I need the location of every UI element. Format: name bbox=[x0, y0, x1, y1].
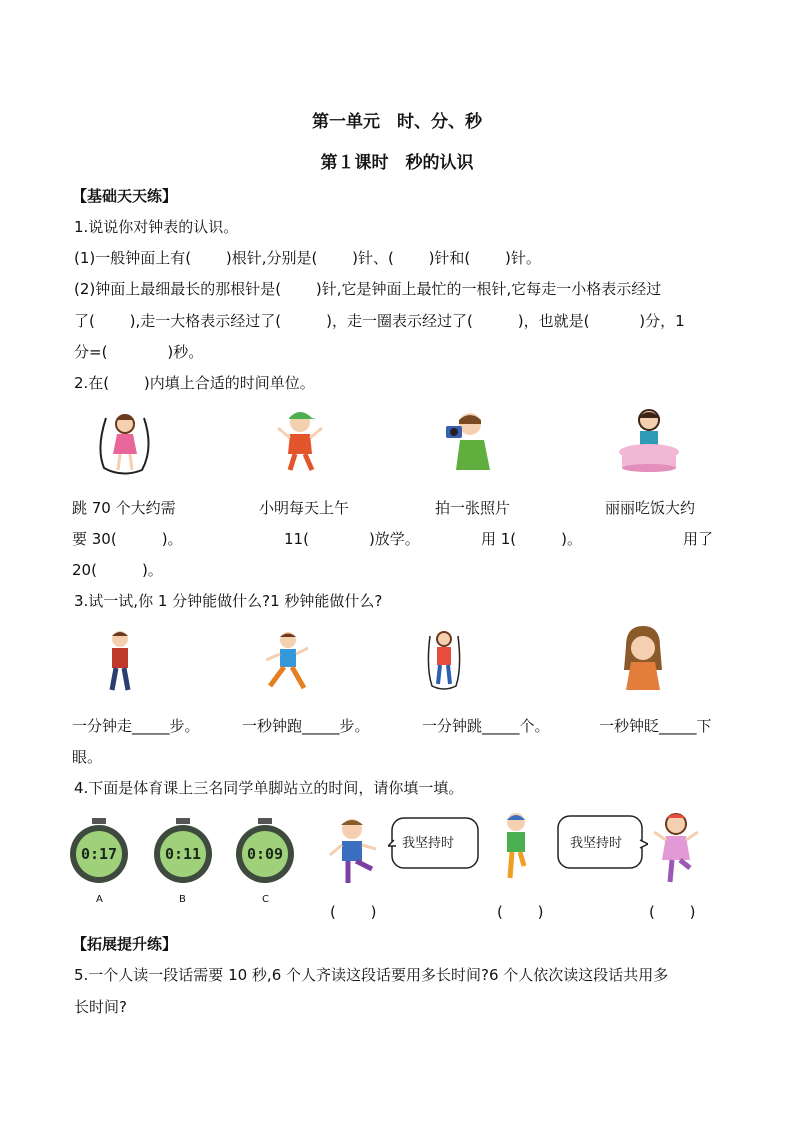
q3-item3: 一分钟跳_____个。 bbox=[422, 717, 550, 735]
q3-stem: 3.试一试,你 1 分钟能做什么?1 秒钟能做什么? bbox=[74, 592, 383, 610]
section-advanced-heading: 【拓展提升练】 bbox=[72, 935, 178, 953]
stopwatch-b-label: B bbox=[179, 894, 186, 905]
section-basic-heading: 【基础天天练】 bbox=[72, 187, 178, 205]
boy-walking-figure bbox=[100, 628, 140, 694]
q5-line1: 5.一个人读一段话需要 10 秒,6 个人齐读这段话要用多长时间?6 个人依次读这段话共用多 bbox=[74, 966, 669, 984]
answer-blank-1[interactable]: ( ) bbox=[330, 903, 377, 921]
q2-item3-line2: 用 1( )。 bbox=[481, 530, 583, 548]
stopwatch-c-time: 0:09 bbox=[246, 845, 284, 863]
girl-blinking-figure bbox=[618, 626, 668, 694]
girl-jump-rope-figure bbox=[92, 408, 158, 480]
q3-item2: 一秒钟跑_____步。 bbox=[242, 717, 370, 735]
girl-one-leg-figure bbox=[650, 810, 702, 886]
boy-standing-figure bbox=[496, 810, 536, 882]
q4-stem: 4.下面是体育课上三名同学单脚站立的时间，请你填一填。 bbox=[74, 779, 464, 797]
q2-item4-line2: 用了 bbox=[683, 530, 714, 548]
lesson-title: 第１课时 秒的认识 bbox=[320, 153, 474, 173]
q2-item1-line1: 跳 70 个大约需 bbox=[72, 499, 176, 517]
q1-part2-line2: 了( ),走一大格表示经过了( )，走一圈表示经过了( )，也就是( )分，1 bbox=[74, 312, 685, 330]
q2-item4-line3: 20( )。 bbox=[72, 561, 163, 579]
q5-line2: 长时间? bbox=[74, 998, 127, 1016]
q1-part1: (1)一般钟面上有( )根针,分别是( )针、( )针和( )针。 bbox=[74, 249, 541, 267]
boy-running-figure bbox=[260, 630, 312, 694]
speech-bubble-2-text: 我坚持时 bbox=[570, 836, 623, 851]
stopwatch-a-time: 0:17 bbox=[80, 845, 118, 863]
girl-eating-figure bbox=[616, 404, 682, 474]
q2-stem: 2.在( )内填上合适的时间单位。 bbox=[74, 374, 315, 392]
stopwatch-c bbox=[234, 818, 296, 890]
stopwatch-c-label: C bbox=[262, 894, 269, 905]
stopwatch-a-label: A bbox=[96, 894, 103, 905]
boy-camera-figure bbox=[438, 406, 498, 474]
q2-item2-line2: 11( )放学。 bbox=[284, 530, 420, 548]
speech-bubble-1-text: 我坚持时 bbox=[402, 836, 455, 851]
q2-item4-line1: 丽丽吃饭大约 bbox=[605, 499, 696, 517]
answer-blank-2[interactable]: ( ) bbox=[497, 903, 544, 921]
q2-item2-line1: 小明每天上午 bbox=[259, 499, 350, 517]
stopwatch-a bbox=[68, 818, 130, 890]
q2-item1-line2: 要 30( )。 bbox=[72, 530, 183, 548]
stopwatch-b-time: 0:11 bbox=[164, 845, 202, 863]
q1-part2-line3: 分=( )秒。 bbox=[74, 343, 204, 361]
unit-title: 第一单元 时、分、秒 bbox=[312, 112, 482, 132]
stopwatch-b bbox=[152, 818, 214, 890]
girl-skipping-figure bbox=[424, 628, 464, 692]
q3-item4: 一秒钟眨_____下 bbox=[599, 717, 712, 735]
q1-part2-line1: (2)钟面上最细最长的那根针是( )针,它是钟面上最忙的一根针,它每走一小格表示经过 bbox=[74, 280, 662, 298]
boy-cap-figure bbox=[272, 406, 328, 476]
boy-one-leg-figure bbox=[326, 815, 382, 887]
answer-blank-3[interactable]: ( ) bbox=[649, 903, 696, 921]
q3-item1: 一分钟走_____步。 bbox=[72, 717, 200, 735]
q1-stem: 1.说说你对钟表的认识。 bbox=[74, 218, 239, 236]
q2-item3-line1: 拍一张照片 bbox=[435, 499, 511, 517]
q3-item4-continued: 眼。 bbox=[72, 748, 103, 766]
